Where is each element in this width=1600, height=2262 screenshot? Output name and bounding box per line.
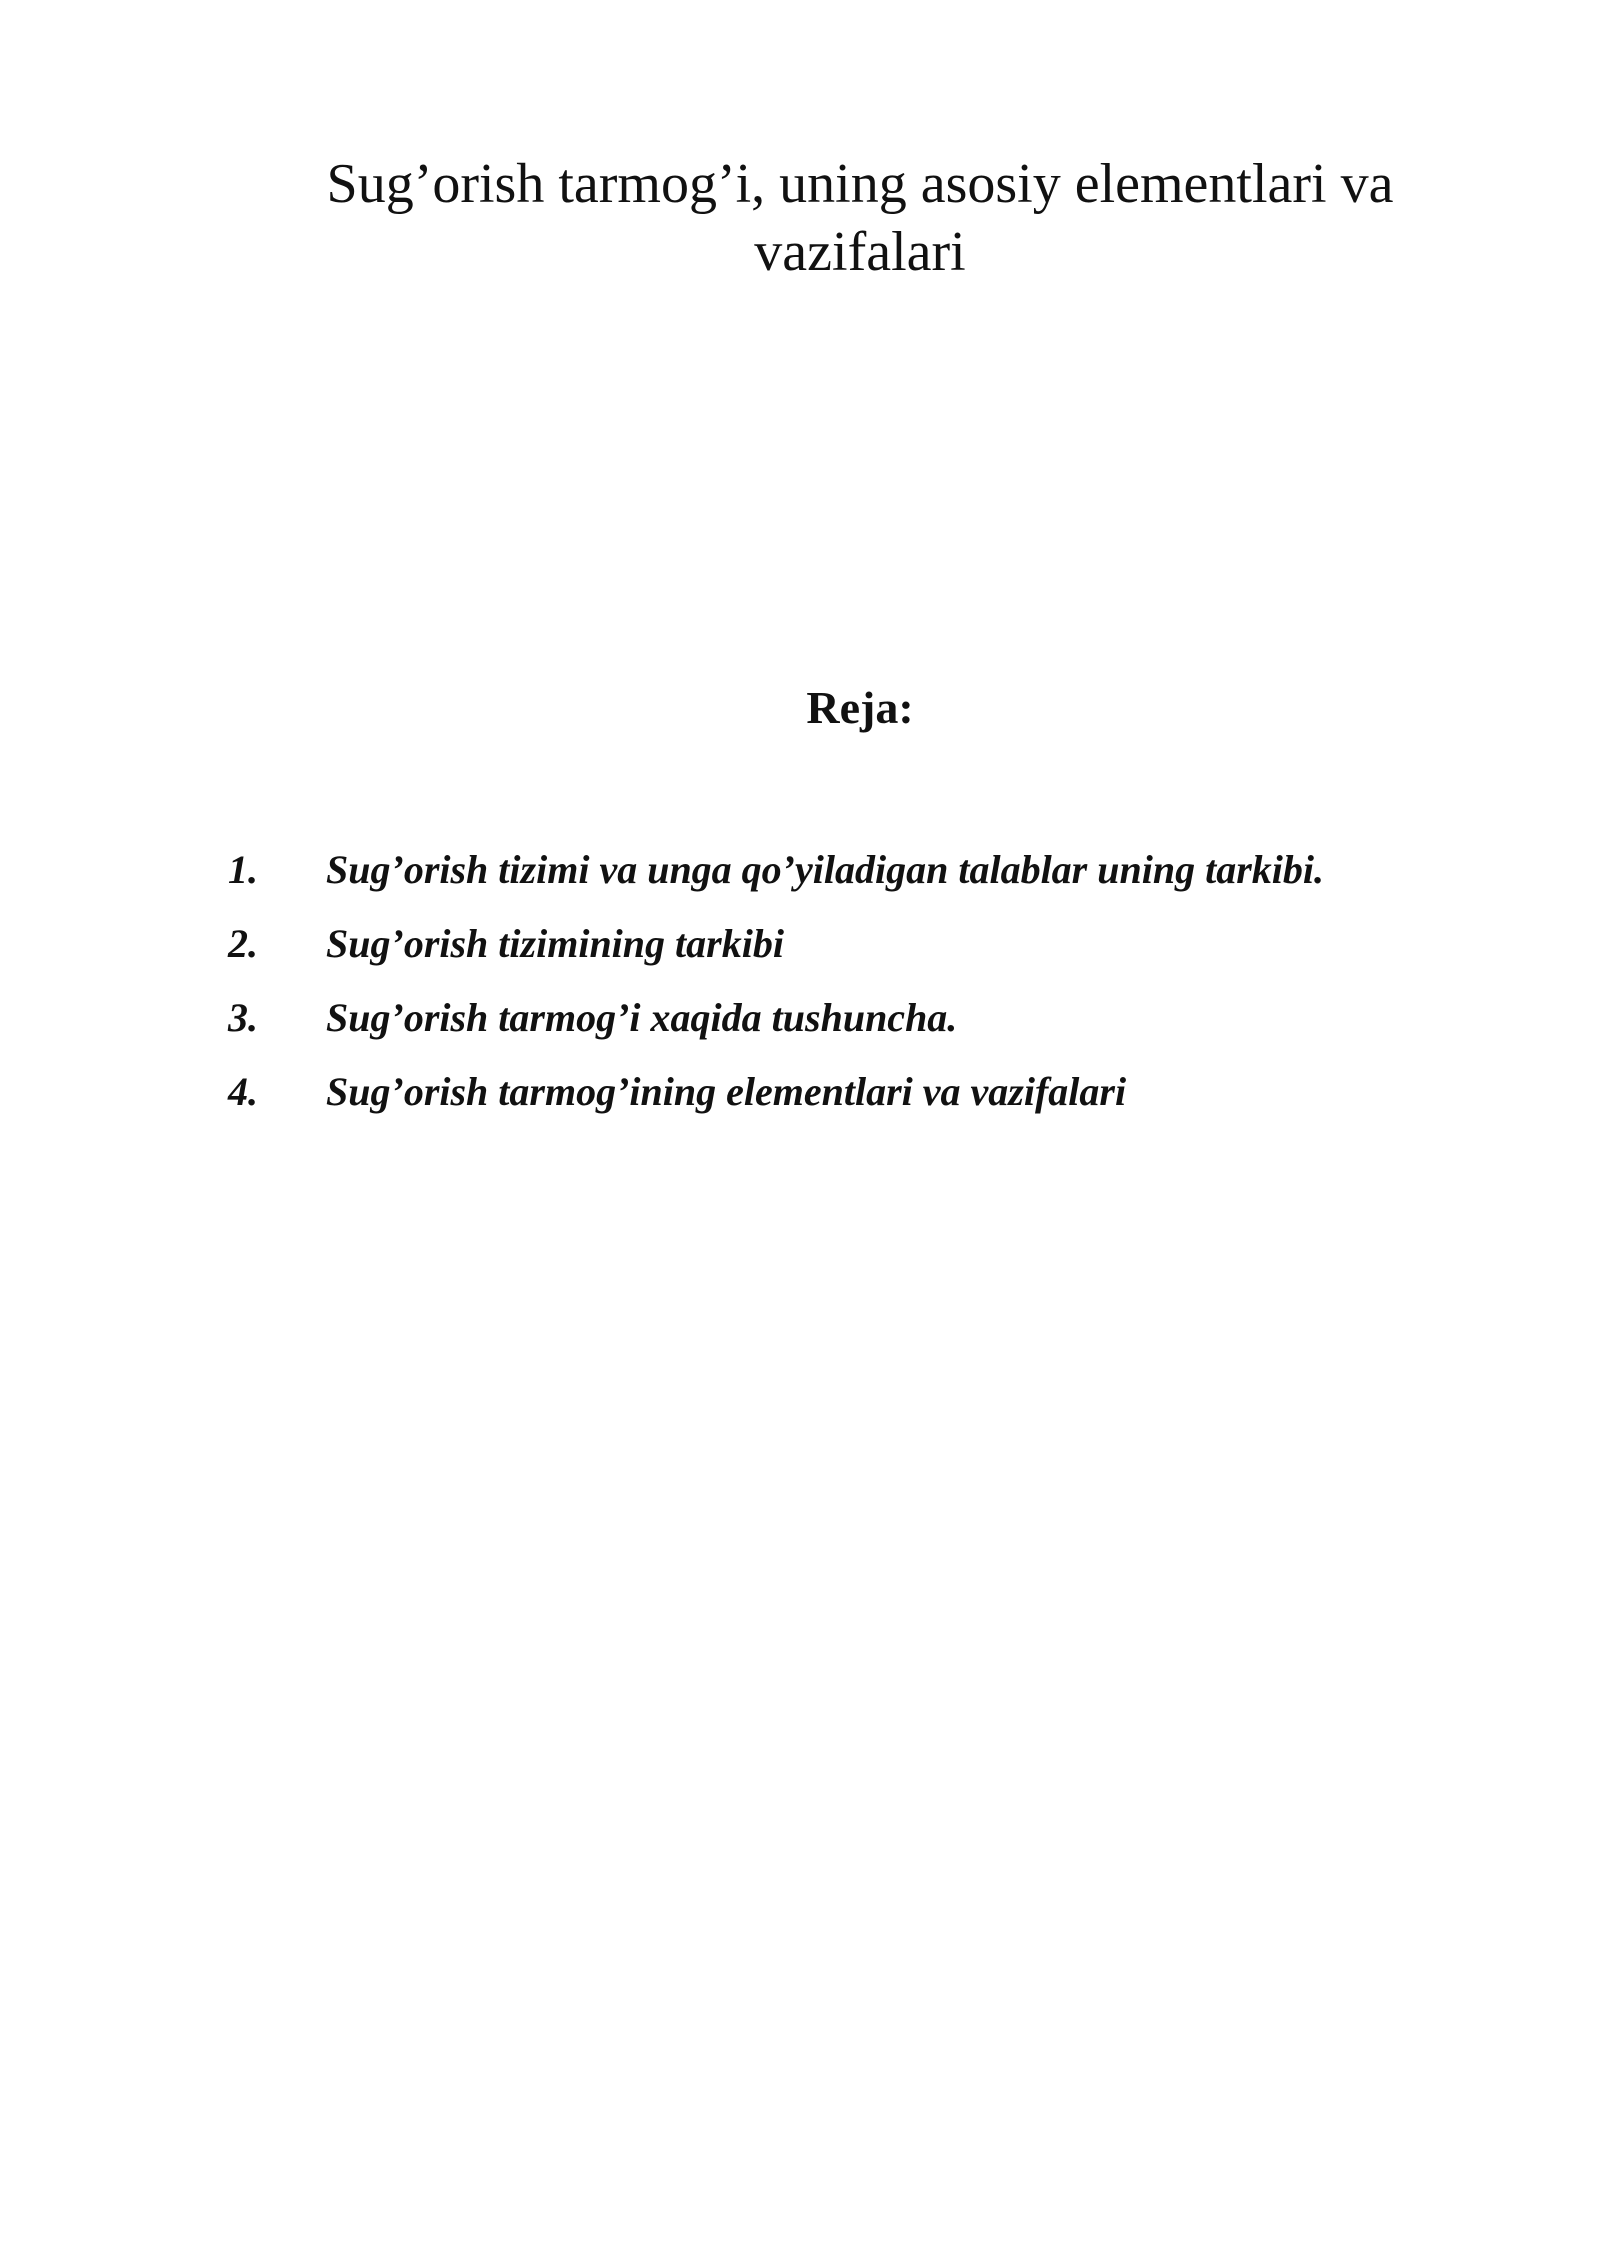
plan-item (228, 1064, 1528, 1138)
plan-item (228, 916, 1528, 990)
plan-item (228, 842, 1528, 916)
plan-item-number: 3. (228, 995, 258, 1040)
plan-item-number: 2. (228, 921, 258, 966)
plan-heading: Reja: (806, 682, 914, 733)
plan-item-number: 1. (228, 847, 258, 892)
plan-item-text: Sug’orish tarmog’i xaqida tushuncha. (326, 995, 958, 1040)
plan-item-text: Sug’orish tizimi va unga qo’yiladigan talablar uning tarkibi. (326, 847, 1325, 892)
document-title: Sug’orish tarmog’i, uning asosiy elementlari va vazifalari (326, 153, 1394, 283)
plan-item-text: Sug’orish tarmog’ining elementlari va vazifalari (326, 1069, 1127, 1114)
plan-item-text: Sug’orish tizimining tarkibi (326, 921, 784, 966)
plan-item-number: 4. (228, 1069, 258, 1114)
plan-list (228, 842, 1528, 1138)
plan-item (228, 990, 1528, 1064)
